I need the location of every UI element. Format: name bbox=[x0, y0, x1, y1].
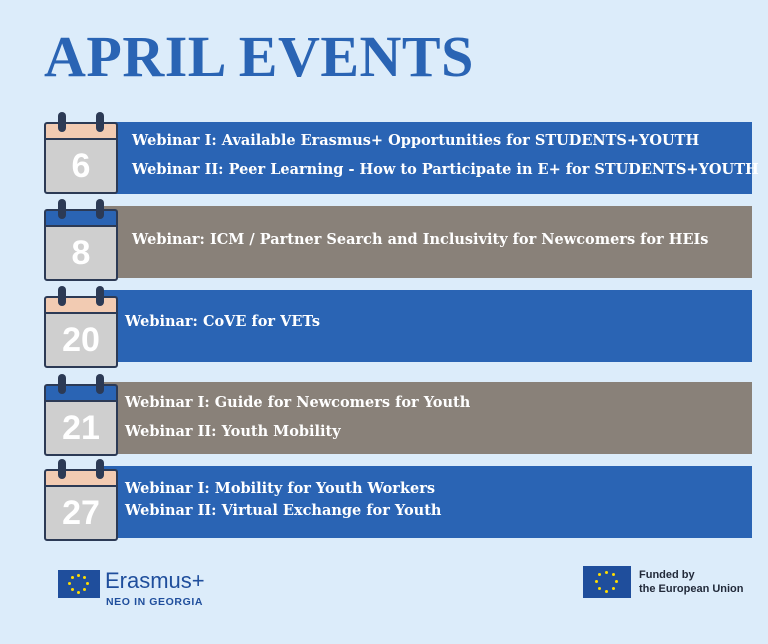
event-bar-20 bbox=[100, 290, 752, 362]
eu-funded-text bbox=[639, 568, 744, 596]
erasmus-logo bbox=[58, 568, 218, 614]
calendar-day: 20 bbox=[62, 320, 100, 359]
eu-funded-line2: the European Union bbox=[639, 583, 744, 595]
eu-flag-icon bbox=[58, 570, 100, 598]
page-title: APRIL EVENTS bbox=[44, 24, 474, 89]
calendar-day: 8 bbox=[71, 233, 91, 272]
event-line: Webinar II: Virtual Exchange for Youth bbox=[125, 502, 442, 519]
event-line: Webinar II: Youth Mobility bbox=[125, 423, 341, 440]
calendar-icon bbox=[44, 112, 118, 192]
calendar-day: 21 bbox=[62, 408, 100, 447]
calendar-day: 27 bbox=[62, 493, 100, 532]
event-bar-21 bbox=[100, 382, 752, 454]
event-line: Webinar: CoVE for VETs bbox=[125, 313, 321, 330]
event-line: Webinar I: Available Erasmus+ Opportunities for STUDENTS+YOUTH bbox=[132, 132, 700, 149]
eu-funded-logo bbox=[583, 566, 753, 602]
calendar-icon bbox=[44, 199, 118, 279]
eu-funded-line1: Funded by bbox=[639, 569, 695, 581]
event-line: Webinar I: Guide for Newcomers for Youth bbox=[125, 394, 471, 411]
event-bar-6 bbox=[100, 122, 759, 194]
calendar-icon bbox=[44, 374, 118, 454]
event-line: Webinar II: Peer Learning - How to Participate in E+ for STUDENTS+YOUTH bbox=[132, 161, 759, 178]
erasmus-subtitle: NEO IN GEORGIA bbox=[106, 596, 204, 608]
eu-flag-icon bbox=[583, 566, 631, 598]
calendar-day: 6 bbox=[71, 146, 91, 185]
calendar-icon bbox=[44, 459, 118, 539]
calendar-icon bbox=[44, 286, 118, 366]
event-line: Webinar: ICM / Partner Search and Inclusivity for Newcomers for HEIs bbox=[132, 231, 709, 248]
erasmus-brand: Erasmus+ bbox=[105, 568, 205, 593]
event-line: Webinar I: Mobility for Youth Workers bbox=[125, 480, 436, 497]
event-bar-8 bbox=[100, 206, 752, 278]
event-bar-27 bbox=[100, 466, 752, 538]
